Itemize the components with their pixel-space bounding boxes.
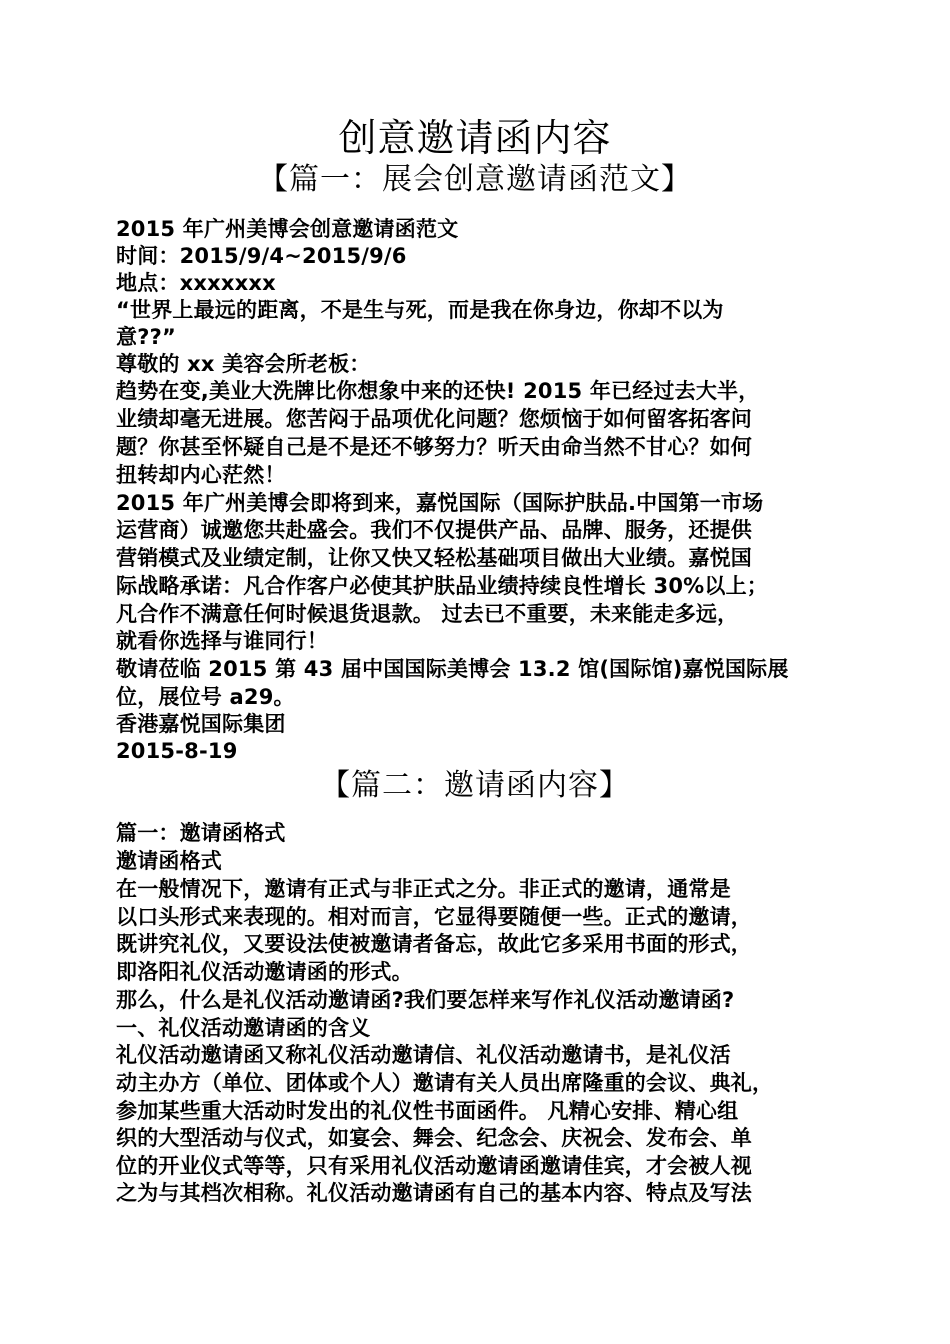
section-1-line: 题？你甚至怀疑自己是不是还不够努力？听天由命当然不甘心？如何 [116,435,752,459]
section-2-line: 即洛阳礼仪活动邀请函的形式。 [116,960,413,984]
document-title: 创意邀请函内容 [338,116,612,160]
section-2-line: 礼仪活动邀请函又称礼仪活动邀请信、礼仪活动邀请书，是礼仪活 [116,1043,731,1067]
section-2-line: 在一般情况下，邀请有正式与非正式之分。非正式的邀请，通常是 [116,877,731,901]
section-1-heading: 【篇一：展会创意邀请函范文】 [258,162,692,197]
section-1-line: 地点：xxxxxxx [116,271,276,295]
section-2-line: 位的开业仪式等等，只有采用礼仪活动邀请函邀请佳宾，才会被人视 [116,1154,752,1178]
section-1-line: “世界上最远的距离，不是生与死，而是我在你身边，你却不以为 [116,298,724,322]
section-1-line: 尊敬的 xx 美容会所老板： [116,352,371,376]
section-1-line: 意??” [116,325,176,349]
section-1-line: 2015 年广州美博会创意邀请函范文 [116,217,459,241]
section-2-line: 一、礼仪活动邀请函的含义 [116,1016,371,1040]
section-2-line: 动主办方（单位、团体或个人）邀请有关人员出席隆重的会议、典礼， [116,1071,774,1095]
section-1-line: 营销模式及业绩定制，让你又快又轻松基础项目做出大业绩。嘉悦国 [116,546,752,570]
section-1-line: 2015-8-19 [116,739,238,763]
section-1-line: 际战略承诺：凡合作客户必使其护肤品业绩持续良性增长 30%以上； [116,574,768,598]
section-2-line: 那么，什么是礼仪活动邀请函?我们要怎样来写作礼仪活动邀请函? [116,988,735,1012]
section-1-line: 运营商）诚邀您共赴盛会。我们不仅提供产品、品牌、服务，还提供 [116,518,752,542]
section-2-line: 织的大型活动与仪式，如宴会、舞会、纪念会、庆祝会、发布会、单 [116,1126,752,1150]
section-2-line: 邀请函格式 [116,849,222,873]
section-1-line: 业绩却毫无进展。您苦闷于品项优化问题？您烦恼于如何留客拓客问 [116,407,752,431]
section-2-line: 参加某些重大活动时发出的礼仪性书面函件。 凡精心安排、精心组 [116,1099,739,1123]
section-2-line: 篇一：邀请函格式 [116,821,286,845]
section-1-line: 敬请莅临 2015 第 43 届中国国际美博会 13.2 馆(国际馆)嘉悦国际展 [116,657,789,681]
section-2-line: 既讲究礼仪，又要设法使被邀请者备忘，故此它多采用书面的形式， [116,932,752,956]
section-1-line: 位，展位号 a29。 [116,685,295,709]
section-1-line: 2015 年广州美博会即将到来，嘉悦国际（国际护肤品.中国第一市场 [116,491,764,515]
section-1-line: 扭转却内心茫然！ [116,463,286,487]
section-1-line: 凡合作不满意任何时候退货退款。 过去已不重要，未来能走多远， [116,602,739,626]
section-1-line: 就看你选择与谁同行！ [116,629,328,653]
section-2-heading: 【篇二：邀请函内容】 [320,768,630,803]
section-1-line: 香港嘉悦国际集团 [116,712,286,736]
section-2-line: 以口头形式来表现的。相对而言，它显得要随便一些。正式的邀请， [116,905,752,929]
section-2-line: 之为与其档次相称。礼仪活动邀请函有自己的基本内容、特点及写法 [116,1181,752,1205]
section-1-line: 时间：2015/9/4~2015/9/6 [116,244,407,268]
section-1-line: 趋势在变,美业大洗牌比你想象中来的还快! 2015 年已经过去大半， [116,379,760,403]
